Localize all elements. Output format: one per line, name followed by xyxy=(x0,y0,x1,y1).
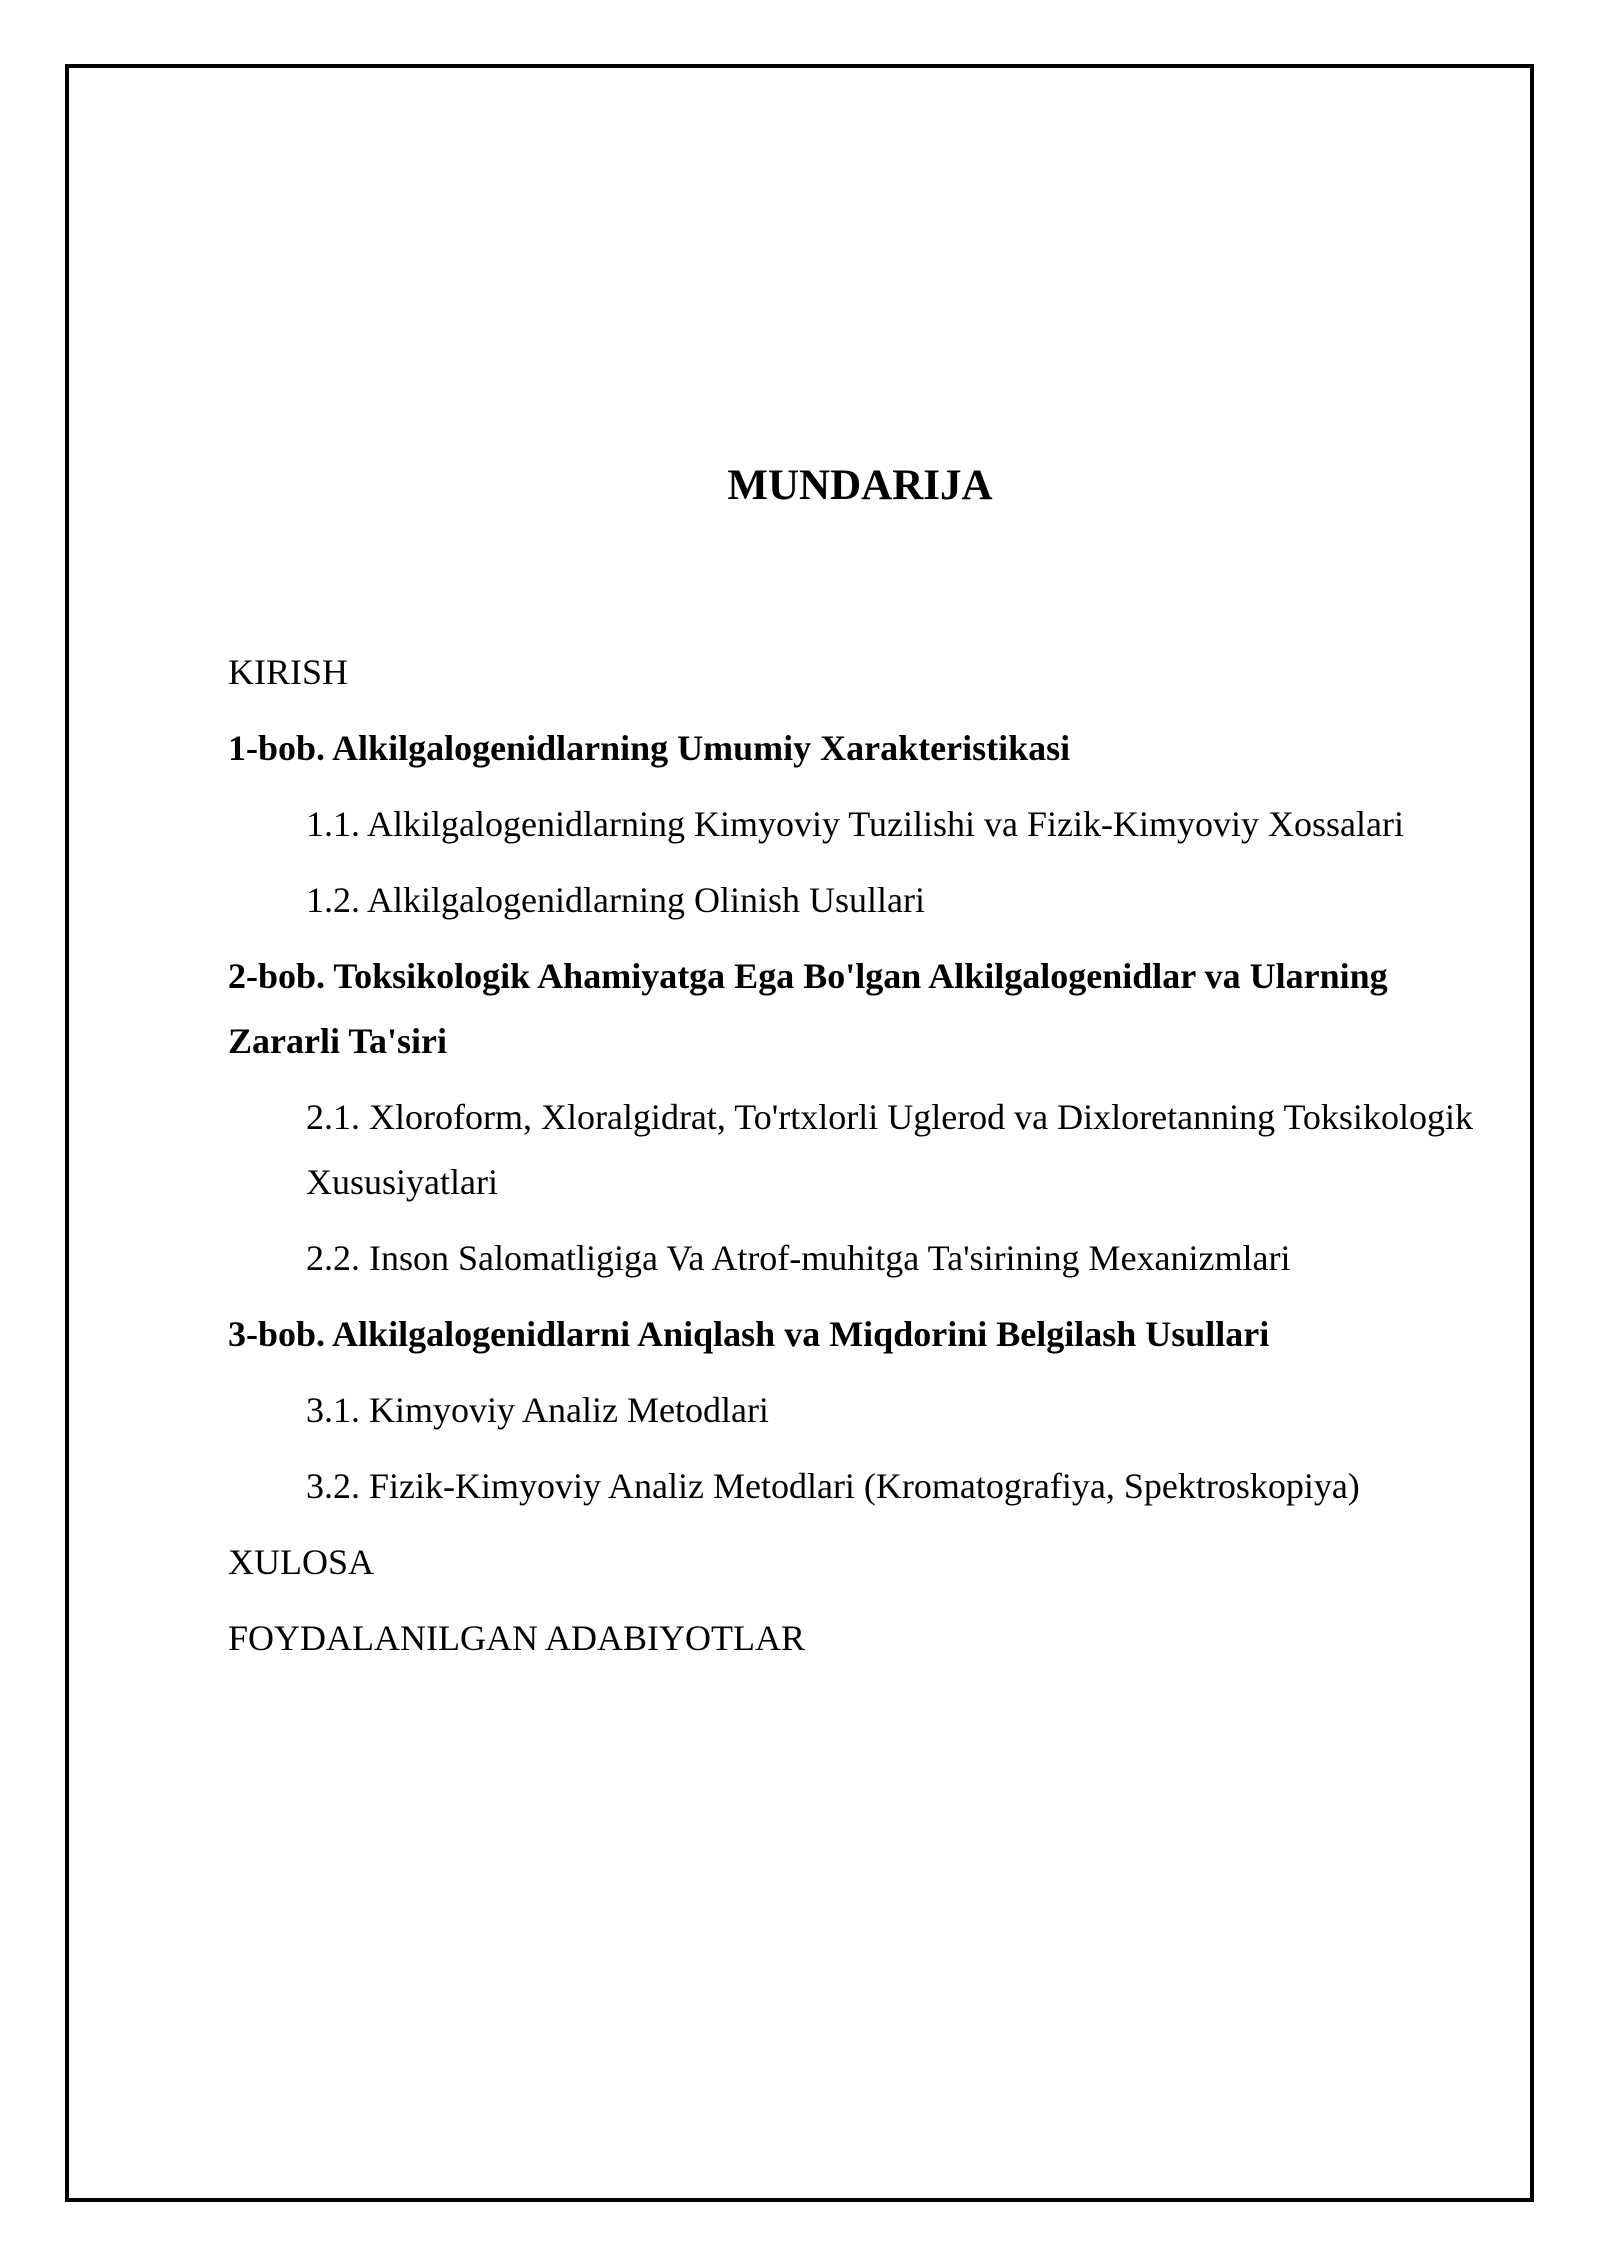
table-of-contents xyxy=(228,640,1478,1682)
toc-intro[interactable]: KIRISH xyxy=(228,652,349,692)
toc-section-3-1[interactable]: 3.1. Kimyoviy Analiz Metodlari xyxy=(306,1390,769,1430)
toc-references[interactable]: FOYDALANILGAN ADABIYOTLAR xyxy=(228,1618,805,1658)
toc-section-3-2[interactable]: 3.2. Fizik-Kimyoviy Analiz Metodlari (Kromatografiya, Spektroskopiya) xyxy=(306,1466,1360,1506)
toc-section-1-2[interactable]: 1.2. Alkilgalogenidlarning Olinish Usullari xyxy=(306,880,925,920)
toc-section-1-1[interactable]: 1.1. Alkilgalogenidlarning Kimyoviy Tuzilishi va Fizik-Kimyoviy Xossalari xyxy=(306,804,1404,844)
toc-section-2-2[interactable]: 2.2. Inson Salomatligiga Va Atrof-muhitga Ta'sirining Mexanizmlari xyxy=(306,1238,1291,1278)
toc-section-2-1[interactable]: 2.1. Xloroform, Xloralgidrat, To'rtxlorli Uglerod va Dixloretanning Toksikologik Xususiyatlari xyxy=(306,1097,1473,1202)
toc-chapter-2[interactable]: 2-bob. Toksikologik Ahamiyatga Ega Bo'lgan Alkilgalogenidlar va Ularning Zararli Ta'siri xyxy=(228,956,1388,1061)
page-title: MUNDARIJA xyxy=(727,462,993,509)
toc-chapter-3[interactable]: 3-bob. Alkilgalogenidlarni Aniqlash va Miqdorini Belgilash Usullari xyxy=(228,1314,1270,1354)
toc-conclusion[interactable]: XULOSA xyxy=(228,1542,375,1582)
toc-chapter-1[interactable]: 1-bob. Alkilgalogenidlarning Umumiy Xarakteristikasi xyxy=(228,728,1071,768)
